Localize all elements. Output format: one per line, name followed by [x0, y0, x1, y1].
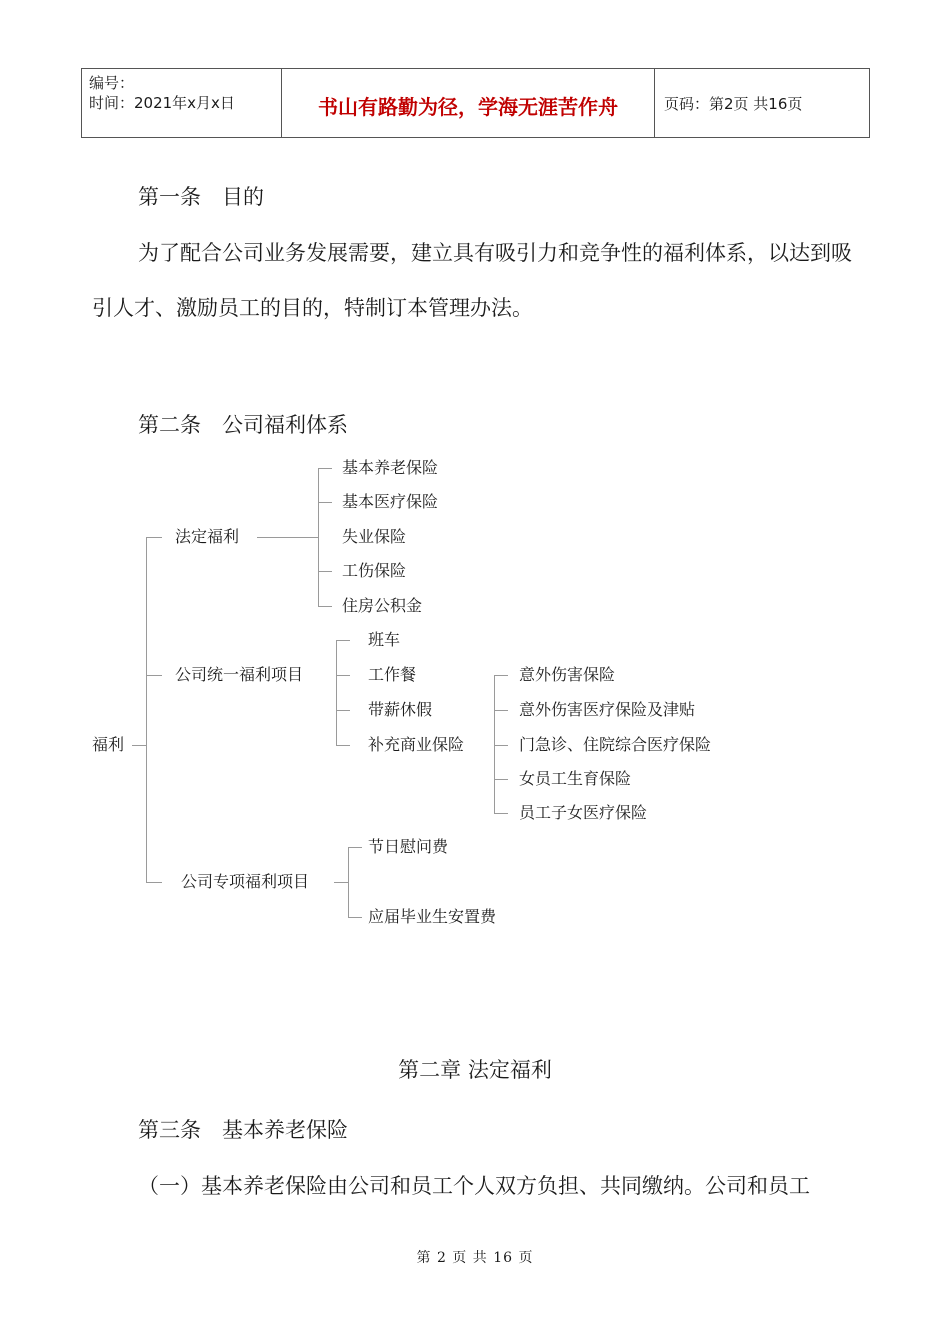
- tree-connector: [348, 847, 362, 848]
- header-divider: [869, 69, 870, 137]
- tree-connector: [348, 917, 362, 918]
- tree-connector: [336, 675, 350, 676]
- branch-company: 公司统一福利项目: [175, 665, 304, 684]
- insurance-item: 女员工生育保险: [519, 769, 632, 788]
- insurance-item: 意外伤害医疗保险及津贴: [519, 700, 696, 719]
- time-label: 时间：2021年x月x日: [89, 94, 235, 112]
- tree-connector: [318, 502, 332, 503]
- header-divider: [281, 69, 282, 137]
- tree-connector: [336, 745, 350, 746]
- section1-heading: 第一条 目的: [138, 185, 264, 209]
- special-item: 节日慰问费: [368, 837, 449, 856]
- company-item: 工作餐: [368, 665, 417, 684]
- tree-connector: [132, 745, 146, 746]
- tree-connector: [146, 537, 162, 538]
- header-left-cell: [89, 73, 235, 113]
- tree-connector: [146, 675, 162, 676]
- tree-connector: [146, 537, 147, 882]
- tree-connector: [334, 882, 348, 883]
- tree-connector: [494, 745, 508, 746]
- document-header: [81, 68, 870, 138]
- section2-heading: 第二条 公司福利体系: [138, 413, 348, 437]
- tree-connector: [318, 468, 319, 606]
- tree-connector: [336, 640, 337, 745]
- header-divider: [654, 69, 655, 137]
- branch-statutory: 法定福利: [175, 527, 240, 546]
- section3-heading: 第三条 基本养老保险: [138, 1118, 348, 1142]
- company-item: 补充商业保险: [368, 735, 465, 754]
- tree-connector: [257, 537, 318, 538]
- tree-connector: [336, 640, 350, 641]
- statutory-item: 失业保险: [342, 527, 407, 546]
- tree-connector: [494, 779, 508, 780]
- section1-body: 为了配合公司业务发展需要，建立具有吸引力和竞争性的福利体系，以达到吸引人才、激励员工的目的，特制订本管理办法。: [92, 241, 852, 320]
- statutory-item: 工伤保险: [342, 561, 407, 580]
- tree-connector: [146, 882, 162, 883]
- tree-connector: [318, 606, 332, 607]
- company-item: 班车: [368, 630, 401, 649]
- section3-body: （一）基本养老保险由公司和员工个人双方负担、共同缴纳。公司和员工: [138, 1174, 810, 1198]
- branch-special: 公司专项福利项目: [181, 872, 310, 891]
- tree-connector: [494, 675, 495, 813]
- tree-connector: [336, 710, 350, 711]
- header-page-info: 页码：第2页 共16页: [664, 95, 803, 113]
- tree-connector: [494, 675, 508, 676]
- insurance-item: 门急诊、住院综合医疗保险: [519, 735, 712, 754]
- special-item: 应届毕业生安置费: [368, 907, 497, 926]
- tree-root: 福利: [92, 735, 125, 754]
- code-label: 编号：: [89, 74, 135, 92]
- statutory-item: 基本医疗保险: [342, 492, 439, 511]
- chapter-title: 第二章 法定福利: [398, 1058, 552, 1082]
- tree-connector: [494, 813, 508, 814]
- tree-connector: [318, 468, 332, 469]
- tree-connector: [318, 571, 332, 572]
- tree-connector: [494, 710, 508, 711]
- statutory-item: 基本养老保险: [342, 458, 439, 477]
- statutory-item: 住房公积金: [342, 596, 423, 615]
- header-motto: 书山有路勤为径，学海无涯苦作舟: [318, 95, 618, 119]
- insurance-item: 意外伤害保险: [519, 665, 616, 684]
- company-item: 带薪休假: [368, 700, 433, 719]
- page-footer: 第 2 页 共 16 页: [416, 1250, 534, 1266]
- insurance-item: 员工子女医疗保险: [519, 803, 648, 822]
- tree-connector: [348, 847, 349, 917]
- header-divider: [81, 69, 82, 137]
